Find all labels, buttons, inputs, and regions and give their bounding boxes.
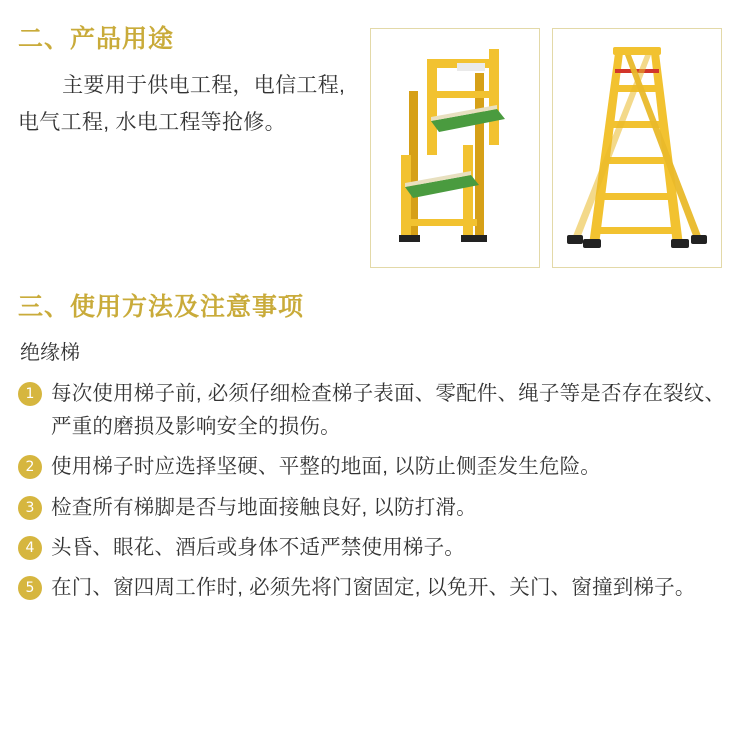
section-3-subtitle: 绝缘梯 [20, 342, 80, 364]
step-stool-illustration [371, 29, 539, 267]
section-2-paragraph-text: 主要用于供电工程，电信工程, 电气工程, 水电工程等抢修。 [18, 74, 346, 134]
step-number-badge: 1 [18, 382, 42, 406]
insulated-step-stool-photo [370, 28, 540, 268]
list-item [18, 571, 732, 604]
step-text: 使用梯子时应选择坚硬、平整的地面, 以防止侧歪发生危险。 [51, 455, 601, 479]
step-text: 每次使用梯子前, 必须仔细检查梯子表面、零配件、绳子等是否存在裂纹、严重的磨损及影响安全的损伤。 [51, 382, 726, 439]
section-3-heading: 三、使用方法及注意事项 [18, 293, 305, 321]
section-product-usage-text [18, 18, 358, 142]
usage-steps-list [18, 377, 732, 604]
step-text: 在门、窗四周工作时, 必须先将门窗固定, 以免开、关门、窗撞到梯子。 [51, 576, 696, 600]
list-item [18, 377, 732, 443]
section-product-usage [0, 0, 750, 268]
section-2-heading: 二、产品用途 [18, 25, 175, 53]
step-text: 检查所有梯脚是否与地面接触良好, 以防打滑。 [51, 495, 477, 519]
section-usage-notes [0, 268, 750, 604]
list-item [18, 450, 732, 483]
product-photo-group [370, 28, 722, 268]
step-number-badge: 5 [18, 576, 42, 600]
step-number-badge: 2 [18, 455, 42, 479]
insulated-a-frame-ladder-photo [552, 28, 722, 268]
step-text: 头昏、眼花、酒后或身体不适严禁使用梯子。 [51, 535, 465, 559]
list-item [18, 491, 732, 524]
step-number-badge: 4 [18, 536, 42, 560]
a-frame-ladder-illustration [553, 29, 721, 267]
section-2-paragraph [18, 68, 358, 142]
list-item [18, 531, 732, 564]
step-number-badge: 3 [18, 496, 42, 520]
